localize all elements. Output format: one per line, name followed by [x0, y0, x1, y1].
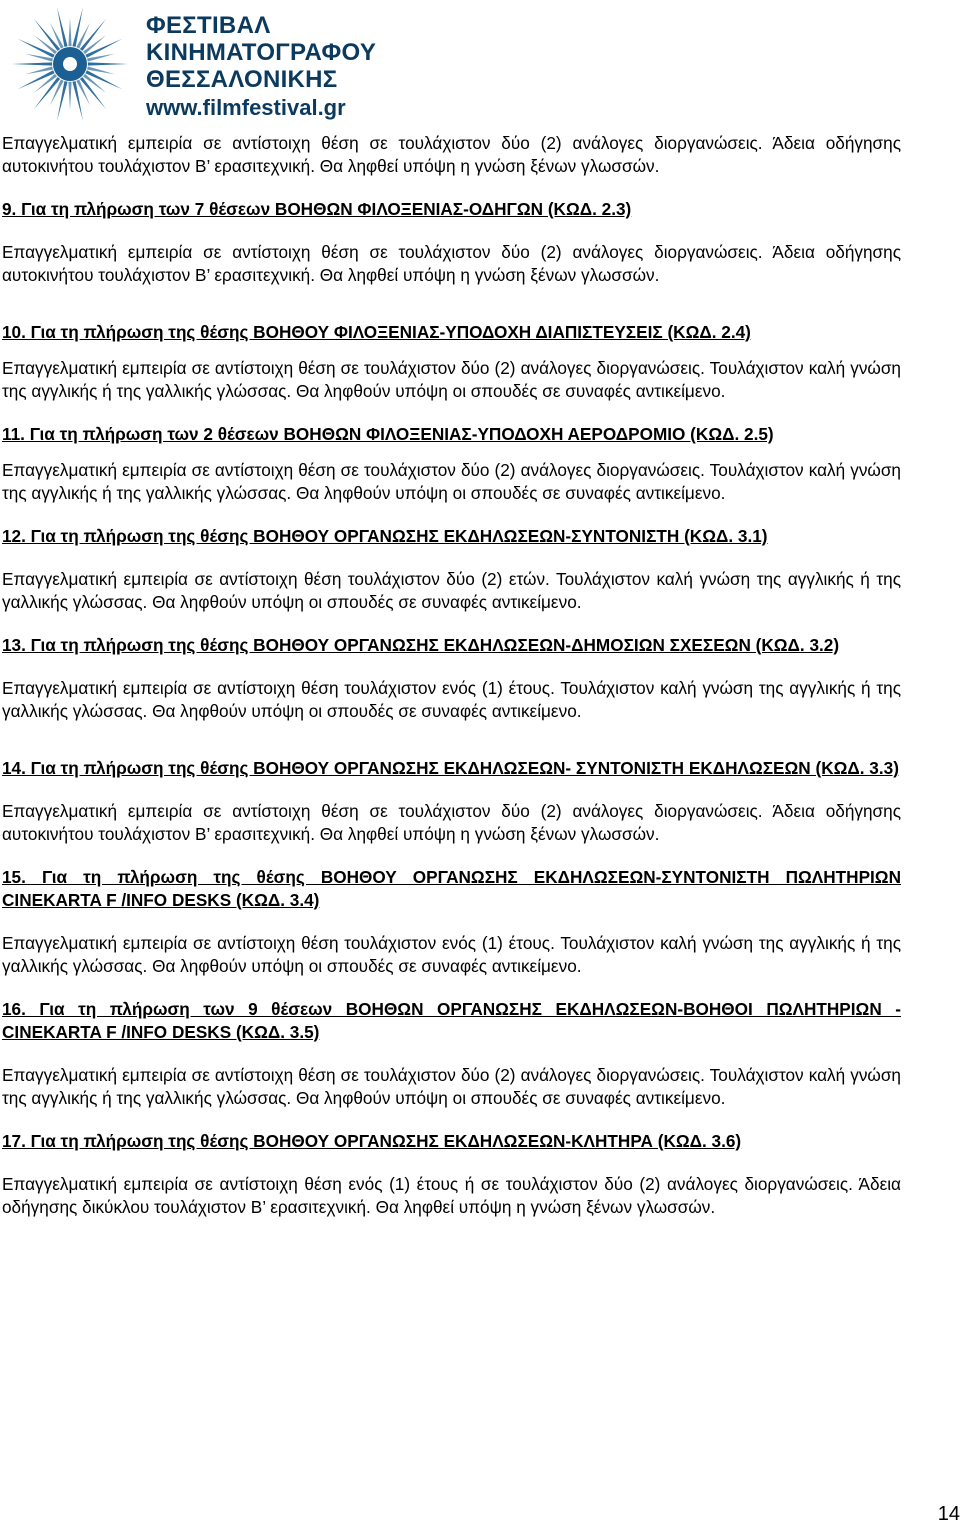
section-body: Επαγγελματική εμπειρία σε αντίστοιχη θέση σε τουλάχιστον δύο (2) ανάλογες διοργανώσεις. Τουλάχιστον καλή γνώση της αγγλικής ή της γαλλικής γλώσσας. Θα ληφθούν υπόψη οι σπουδές σε συναφές αντικείμενο. [2, 460, 901, 503]
section-body: Επαγγελματική εμπειρία σε αντίστοιχη θέση σε τουλάχιστον δύο (2) ανάλογες διοργανώσεις. Άδεια οδήγησης αυτοκινήτου τουλάχιστον Β’ ερασιτεχνική. Θα ληφθεί υπόψη η γνώση ξένων γλωσσών. [2, 242, 901, 285]
section-body: Επαγγελματική εμπειρία σε αντίστοιχη θέση σε τουλάχιστον δύο (2) ανάλογες διοργανώσεις. Τουλάχιστον καλή γνώση της αγγλικής ή της γαλλικής γλώσσας. Θα ληφθούν υπόψη οι σπουδές σε συναφές αντικείμενο. [2, 1065, 901, 1108]
section-heading: 12. Για τη πλήρωση της θέσης ΒΟΗΘΟΥ ΟΡΓΑΝΩΣΗΣ ΕΚΔΗΛΩΣΕΩΝ-ΣΥΝΤΟΝΙΣΤΗ (ΚΩΔ. 3.1) [2, 526, 768, 546]
section-heading: 16. Για τη πλήρωση των 9 θέσεων ΒΟΗΘΩΝ ΟΡΓΑΝΩΣΗΣ ΕΚΔΗΛΩΣΕΩΝ-ΒΟΗΘΟΙ ΠΩΛΗΤΗΡΙΩΝ -CINEKARTA F /INFO DESKS (ΚΩΔ. 3.5) [2, 999, 901, 1042]
logo-url: www.filmfestival.gr [146, 95, 346, 120]
section-heading: 9. Για τη πλήρωση των 7 θέσεων ΒΟΗΘΩΝ ΦΙΛΟΞΕΝΙΑΣ-ΟΔΗΓΩΝ (ΚΩΔ. 2.3) [2, 199, 632, 219]
section-14 [2, 757, 901, 846]
section-body: Επαγγελματική εμπειρία σε αντίστοιχη θέση τουλάχιστον δύο (2) ετών. Τουλάχιστον καλή γνώση της αγγλικής ή της γαλλικής γλώσσας. Θα ληφθούν υπόψη οι σπουδές σε συναφές αντικείμενο. [2, 569, 901, 612]
section-16 [2, 998, 901, 1110]
section-heading: 17. Για τη πλήρωση της θέσης ΒΟΗΘΟΥ ΟΡΓΑΝΩΣΗΣ ΕΚΔΗΛΩΣΕΩΝ-ΚΛΗΤΗΡΑ (ΚΩΔ. 3.6) [2, 1131, 742, 1151]
festival-sun-logo-icon [8, 4, 136, 124]
festival-logo-text [146, 12, 376, 123]
section-heading: 13. Για τη πλήρωση της θέσης ΒΟΗΘΟΥ ΟΡΓΑΝΩΣΗΣ ΕΚΔΗΛΩΣΕΩΝ-ΔΗΜΟΣΙΩΝ ΣΧΕΣΕΩΝ (ΚΩΔ. 3.2) [2, 635, 840, 655]
section-body: Επαγγελματική εμπειρία σε αντίστοιχη θέση ενός (1) έτους ή σε τουλάχιστον δύο (2) ανάλογες διοργανώσεις. Άδεια οδήγησης δικύκλου τουλάχιστον Β’ ερασιτεχνική. Θα ληφθεί υπόψη η γνώση ξένων γλωσσών. [2, 1174, 901, 1217]
section-body: Επαγγελματική εμπειρία σε αντίστοιχη θέση τουλάχιστον ενός (1) έτους. Τουλάχιστον καλή γνώση της αγγλικής ή της γαλλικής γλώσσας. Θα ληφθούν υπόψη οι σπουδές σε συναφές αντικείμενο. [2, 933, 901, 976]
section-body: Επαγγελματική εμπειρία σε αντίστοιχη θέση σε τουλάχιστον δύο (2) ανάλογες διοργανώσεις. Τουλάχιστον καλή γνώση της αγγλικής ή της γαλλικής γλώσσας. Θα ληφθούν υπόψη οι σπουδές σε συναφές αντικείμενο. [2, 358, 901, 401]
section-10 [2, 321, 901, 403]
section-heading: 11. Για τη πλήρωση των 2 θέσεων ΒΟΗΘΩΝ ΦΙΛΟΞΕΝΙΑΣ-ΥΠΟΔΟΧΗ ΑΕΡΟΔΡΟΜΙΟ (ΚΩΔ. 2.5) [2, 424, 774, 444]
section-heading: 15. Για τη πλήρωση της θέσης ΒΟΗΘΟΥ ΟΡΓΑΝΩΣΗΣ ΕΚΔΗΛΩΣΕΩΝ-ΣΥΝΤΟΝΙΣΤΗ ΠΩΛΗΤΗΡΙΩΝ CINEKARTA F /INFO DESKS (ΚΩΔ. 3.4) [2, 867, 901, 910]
section-body: Επαγγελματική εμπειρία σε αντίστοιχη θέση σε τουλάχιστον δύο (2) ανάλογες διοργανώσεις. Άδεια οδήγησης αυτοκινήτου τουλάχιστον Β’ ερασιτεχνική. Θα ληφθεί υπόψη η γνώση ξένων γλωσσών. [2, 801, 901, 844]
section-11 [2, 423, 901, 505]
section-13 [2, 634, 901, 723]
section-heading: 14. Για τη πλήρωση της θέσης ΒΟΗΘΟΥ ΟΡΓΑΝΩΣΗΣ ΕΚΔΗΛΩΣΕΩΝ- ΣΥΝΤΟΝΙΣΤΗ ΕΚΔΗΛΩΣΕΩΝ (ΚΩΔ. 3.3) [2, 758, 899, 778]
section-15 [2, 866, 901, 978]
page-number: 14 [937, 1503, 960, 1525]
section-17 [2, 1130, 901, 1219]
section-9 [2, 198, 901, 287]
intro-paragraph: Επαγγελματική εμπειρία σε αντίστοιχη θέση σε τουλάχιστον δύο (2) ανάλογες διοργανώσεις. Άδεια οδήγησης αυτοκινήτου τουλάχιστον Β’ ερασιτεχνική. Θα ληφθεί υπόψη η γνώση ξένων γλωσσών. [2, 133, 901, 176]
section-body: Επαγγελματική εμπειρία σε αντίστοιχη θέση τουλάχιστον ενός (1) έτους. Τουλάχιστον καλή γνώση της αγγλικής ή της γαλλικής γλώσσας. Θα ληφθούν υπόψη οι σπουδές σε συναφές αντικείμενο. [2, 678, 901, 721]
page-header [8, 4, 388, 124]
document-body [2, 132, 901, 1219]
section-heading: 10. Για τη πλήρωση της θέσης ΒΟΗΘΟΥ ΦΙΛΟΞΕΝΙΑΣ-ΥΠΟΔΟΧΗ ΔΙΑΠΙΣΤΕΥΣΕΙΣ (ΚΩΔ. 2.4) [2, 322, 751, 342]
logo-title-line2: ΚΙΝΗΜΑΤΟΓΡΑΦΟΥ [146, 39, 377, 66]
section-12 [2, 525, 901, 614]
logo-title-line1: ΦΕΣΤΙΒΑΛ [146, 12, 271, 39]
logo-title-line3: ΘΕΣΣΑΛΟΝΙΚΗΣ [146, 66, 338, 93]
